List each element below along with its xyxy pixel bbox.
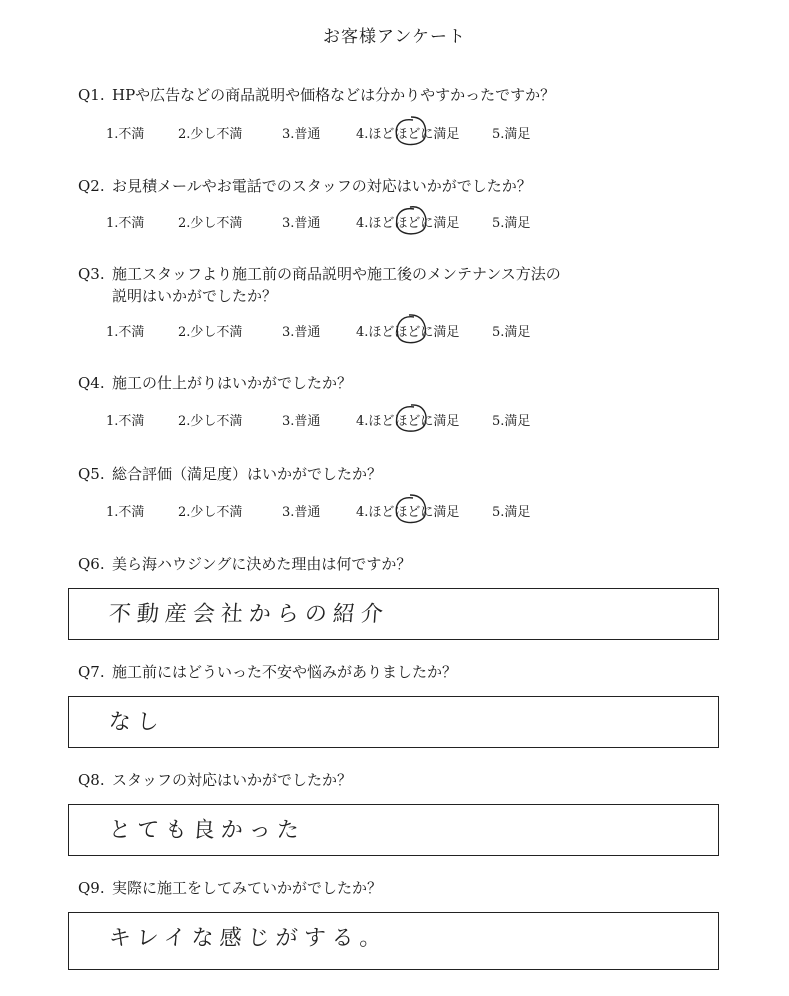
question-number: Q3. [78, 265, 105, 283]
option-4[interactable]: 4.ほどほどに満足 [356, 216, 460, 231]
question-text: 実際に施工をしてみていかがでしたか？ [112, 879, 383, 897]
question-text: 総合評価（満足度）はいかがでしたか？ [112, 465, 383, 483]
page-title: お客様アンケート [323, 27, 466, 47]
question-number: Q8. [78, 771, 105, 789]
options-row-1 [106, 123, 566, 143]
question-8 [78, 769, 352, 790]
question-4 [78, 372, 352, 393]
question-number: Q7. [78, 663, 105, 681]
handwritten-answer: キレイな感じがする。 [107, 926, 389, 951]
option-2[interactable]: 2.少し不満 [178, 505, 243, 520]
question-number: Q9. [78, 879, 105, 897]
selection-circle-icon [394, 115, 428, 149]
option-4[interactable]: 4.ほどほどに満足 [356, 127, 460, 142]
options-row-2 [106, 212, 566, 232]
option-3[interactable]: 3.普通 [282, 216, 321, 231]
answer-box-7[interactable] [68, 696, 719, 748]
question-5 [78, 463, 382, 484]
option-1[interactable]: 1.不満 [106, 505, 145, 520]
question-text: 美ら海ハウジングに決めた理由は何ですか？ [112, 555, 412, 573]
option-3[interactable]: 3.普通 [282, 505, 321, 520]
option-3[interactable]: 3.普通 [282, 127, 321, 142]
answer-box-6[interactable] [68, 588, 719, 640]
question-7 [78, 661, 457, 682]
question-6 [78, 553, 411, 574]
option-4[interactable]: 4.ほどほどに満足 [356, 505, 460, 520]
option-5[interactable]: 5.満足 [492, 505, 531, 520]
option-3[interactable]: 3.普通 [282, 325, 321, 340]
question-number: Q1. [78, 86, 105, 104]
question-text: 施工前にはどういった不安や悩みがありましたか？ [112, 663, 458, 681]
question-2 [78, 175, 532, 196]
option-1[interactable]: 1.不満 [106, 127, 145, 142]
question-number: Q5. [78, 465, 105, 483]
option-2[interactable]: 2.少し不満 [178, 414, 243, 429]
options-row-5 [106, 501, 566, 521]
option-3[interactable]: 3.普通 [282, 414, 321, 429]
selection-circle-icon [394, 402, 428, 436]
option-1[interactable]: 1.不満 [106, 325, 145, 340]
question-number: Q4. [78, 374, 105, 392]
question-number: Q6. [78, 555, 105, 573]
option-1[interactable]: 1.不満 [106, 216, 145, 231]
question-1 [78, 84, 555, 105]
question-text: スタッフの対応はいかがでしたか？ [112, 771, 353, 789]
question-text-continued: 説明はいかがでしたか？ [112, 287, 278, 305]
option-5[interactable]: 5.満足 [492, 216, 531, 231]
answer-box-8[interactable] [68, 804, 719, 856]
handwritten-answer: とても良かった [107, 818, 306, 843]
option-4[interactable]: 4.ほどほどに満足 [356, 414, 460, 429]
option-2[interactable]: 2.少し不満 [178, 325, 243, 340]
option-1[interactable]: 1.不満 [106, 414, 145, 429]
selection-circle-icon [394, 313, 428, 347]
option-2[interactable]: 2.少し不満 [178, 216, 243, 231]
option-4[interactable]: 4.ほどほどに満足 [356, 325, 460, 340]
question-9 [78, 877, 382, 898]
answer-box-9[interactable] [68, 912, 719, 970]
question-3 [78, 263, 561, 284]
options-row-3 [106, 321, 566, 341]
handwritten-answer: 不動産会社からの紹介 [107, 602, 390, 627]
option-5[interactable]: 5.満足 [492, 127, 531, 142]
question-text: 施工スタッフより施工前の商品説明や施工後のメンテナンス方法の [112, 265, 561, 283]
handwritten-answer: なし [107, 710, 166, 735]
selection-circle-icon [394, 204, 428, 238]
option-5[interactable]: 5.満足 [492, 414, 531, 429]
question-text: 施工の仕上がりはいかがでしたか？ [112, 374, 353, 392]
question-text: お見積メールやお電話でのスタッフの対応はいかがでしたか？ [112, 177, 532, 195]
options-row-4 [106, 410, 566, 430]
question-number: Q2. [78, 177, 105, 195]
option-2[interactable]: 2.少し不満 [178, 127, 243, 142]
question-text: HPや広告などの商品説明や価格などは分かりやすかったですか？ [112, 86, 556, 104]
selection-circle-icon [394, 493, 428, 527]
option-5[interactable]: 5.満足 [492, 325, 531, 340]
